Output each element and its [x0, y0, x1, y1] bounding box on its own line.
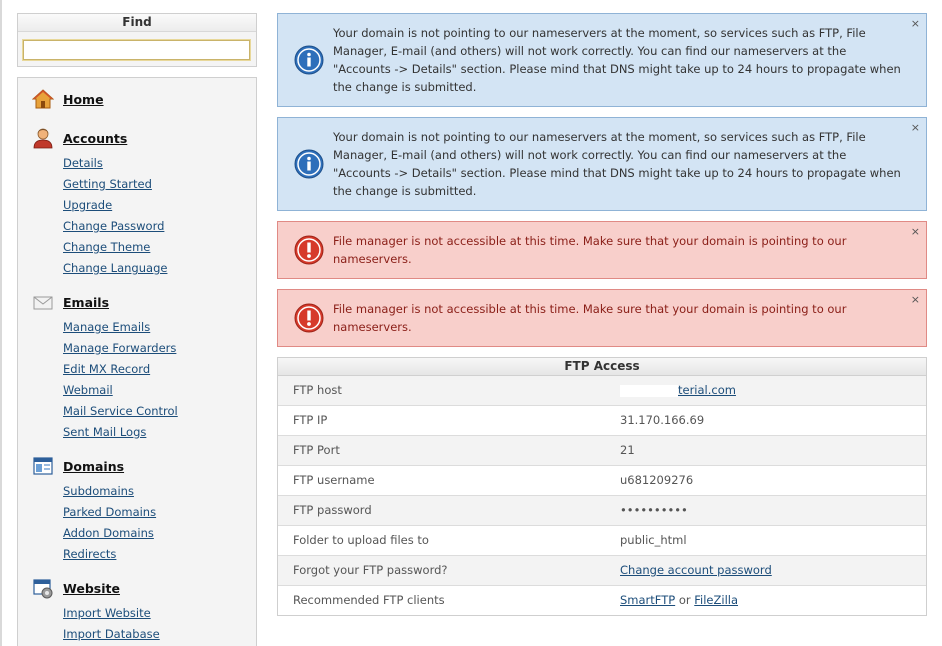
ftp-username-label: FTP username: [293, 473, 375, 487]
nav-link-upgrade[interactable]: Upgrade: [63, 198, 113, 212]
table-row: [278, 376, 926, 406]
find-panel: [17, 13, 257, 67]
envelope-icon: [32, 292, 54, 314]
table-row: [278, 556, 926, 586]
info-icon: [294, 149, 324, 179]
ftp-clients-label: Recommended FTP clients: [293, 593, 445, 607]
ftp-port-label: FTP Port: [293, 443, 340, 457]
nav-link-addon-domains[interactable]: Addon Domains: [63, 526, 154, 540]
nav-home[interactable]: Home: [63, 92, 104, 107]
ftp-password-value: ••••••••••: [620, 503, 688, 517]
nav-link-details[interactable]: Details: [63, 156, 103, 170]
nav-link-edit-mx-record[interactable]: Edit MX Record: [63, 362, 151, 376]
upload-folder-label: Folder to upload files to: [293, 533, 429, 547]
close-icon[interactable]: ×: [910, 121, 920, 134]
website-icon: [32, 577, 54, 599]
user-icon: [32, 127, 54, 149]
find-input[interactable]: [23, 40, 250, 60]
nav-link-change-language[interactable]: Change Language: [63, 261, 168, 275]
nav-link-manage-emails[interactable]: Manage Emails: [63, 320, 151, 334]
ftp-ip-label: FTP IP: [293, 413, 328, 427]
ftp-access-panel: [277, 357, 927, 616]
nav-link-import-database[interactable]: Import Database: [63, 627, 160, 641]
exclamation-icon: [294, 303, 324, 333]
alert-message: Your domain is not pointing to our nameservers at the moment, so services such as FTP, File Manager, E-mail (and others) will not work correctly. You can find our nameservers at the "Accounts -> Details" section. Please mind that DNS might take up to 24 hours to propagate when the change is submitted.: [333, 26, 901, 94]
close-icon[interactable]: ×: [910, 293, 920, 306]
info-icon: [294, 45, 324, 75]
nav-link-sent-mail-logs[interactable]: Sent Mail Logs: [63, 425, 147, 439]
alert-info-nameservers-1: [277, 13, 927, 107]
alert-message: Your domain is not pointing to our nameservers at the moment, so services such as FTP, File Manager, E-mail (and others) will not work correctly. You can find our nameservers at the "Accounts -> Details" section. Please mind that DNS might take up to 24 hours to propagate when the change is submitted.: [333, 130, 901, 198]
nav-link-change-theme[interactable]: Change Theme: [63, 240, 151, 254]
nav-link-import-website[interactable]: Import Website: [63, 606, 151, 620]
forgot-password-value: [620, 556, 772, 585]
nav-link-manage-forwarders[interactable]: Manage Forwarders: [63, 341, 177, 355]
ftp-host-label: FTP host: [293, 383, 342, 397]
nav-domains[interactable]: Domains: [63, 459, 125, 474]
nav-link-webmail[interactable]: Webmail: [63, 383, 113, 397]
alert-error-file-manager-2: [277, 289, 927, 347]
home-icon: [32, 88, 54, 110]
table-row: [278, 436, 926, 466]
nav-link-subdomains[interactable]: Subdomains: [63, 484, 134, 498]
find-title: Find: [18, 14, 256, 32]
ftp-username-value: u681209276: [620, 473, 694, 487]
forgot-password-label: Forgot your FTP password?: [293, 563, 448, 577]
clients-separator: or: [675, 593, 695, 607]
ftp-access-title: FTP Access: [278, 358, 926, 376]
table-row: [278, 586, 926, 616]
domains-icon: [32, 455, 54, 477]
ftp-port-value: 21: [620, 443, 635, 457]
smartftp-link[interactable]: SmartFTP: [620, 593, 676, 607]
nav-emails[interactable]: Emails: [63, 295, 110, 310]
window-left-border: [0, 0, 2, 646]
alert-info-nameservers-2: [277, 117, 927, 211]
close-icon[interactable]: ×: [910, 225, 920, 238]
table-row: [278, 526, 926, 556]
exclamation-icon: [294, 235, 324, 265]
ftp-host-value: [620, 376, 736, 405]
table-row: [278, 466, 926, 496]
ftp-password-label: FTP password: [293, 503, 372, 517]
sidebar-nav: [17, 77, 257, 646]
alert-error-file-manager-1: [277, 221, 927, 279]
alert-message: File manager is not accessible at this time. Make sure that your domain is pointing to our nameservers.: [333, 234, 847, 266]
change-account-password-link[interactable]: Change account password: [620, 563, 772, 577]
table-row: [278, 406, 926, 436]
filezilla-link[interactable]: FileZilla: [694, 593, 739, 607]
nav-link-getting-started[interactable]: Getting Started: [63, 177, 152, 191]
close-icon[interactable]: ×: [910, 17, 920, 30]
nav-link-change-password[interactable]: Change Password: [63, 219, 165, 233]
redacted-area: [620, 385, 678, 397]
ftp-clients-value: [620, 586, 738, 615]
nav-link-mail-service-control[interactable]: Mail Service Control: [63, 404, 178, 418]
alert-message: File manager is not accessible at this time. Make sure that your domain is pointing to our nameservers.: [333, 302, 847, 334]
ftp-ip-value: 31.170.166.69: [620, 413, 705, 427]
nav-link-redirects[interactable]: Redirects: [63, 547, 117, 561]
upload-folder-value: public_html: [620, 533, 687, 547]
nav-link-parked-domains[interactable]: Parked Domains: [63, 505, 157, 519]
table-row: [278, 496, 926, 526]
ftp-host-link[interactable]: terial.com: [678, 383, 736, 397]
nav-website[interactable]: Website: [63, 581, 120, 596]
nav-accounts[interactable]: Accounts: [63, 131, 128, 146]
